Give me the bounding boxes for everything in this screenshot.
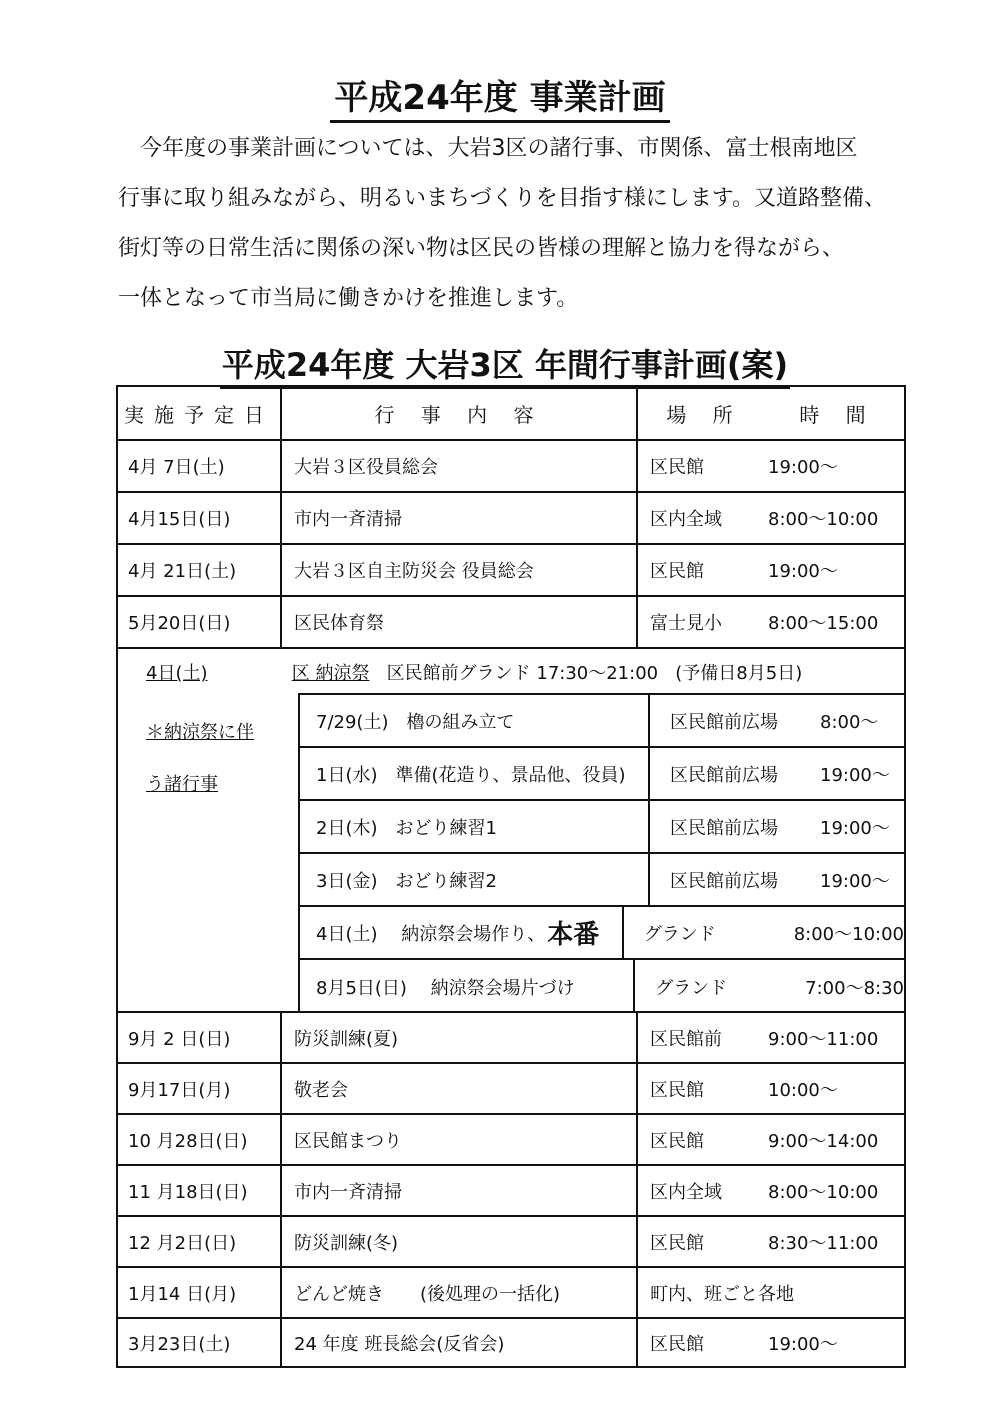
festival-note (146, 707, 254, 811)
row-place: 区民館前 (650, 1028, 722, 1050)
row-content: 区民館まつり (282, 1115, 638, 1164)
row-time: 8:00～10:00 (768, 1181, 879, 1203)
header-time: 時 間 (799, 402, 876, 427)
festival-note-line: う諸行事 (146, 774, 218, 795)
sub-row (300, 854, 904, 907)
sub-time: 8:00～ (820, 711, 879, 733)
sub-time: 19:00～ (820, 764, 890, 786)
row-place-time (638, 597, 904, 647)
row-time: 19:00～ (768, 457, 838, 478)
sub-row (300, 695, 904, 748)
table-row (118, 1268, 904, 1319)
table-row (118, 1115, 904, 1166)
festival-detail: 区民館前グランド 17:30～21:00 (386, 663, 659, 684)
row-place: 区民館 (650, 457, 704, 478)
table-row (118, 1319, 904, 1366)
table-row (118, 1013, 904, 1064)
sub-time: 8:00～10:00 (793, 923, 904, 945)
row-time: 9:00～11:00 (768, 1028, 879, 1050)
sub-place-time (650, 854, 904, 905)
sub-place-time (650, 801, 904, 852)
row-time: 8:00～10:00 (768, 509, 879, 530)
row-time: 8:00～15:00 (768, 613, 879, 634)
row-content: 防災訓練(冬) (282, 1217, 638, 1266)
sub-row (300, 960, 904, 1013)
sub-place: 区民館前広場 (670, 870, 778, 892)
table-row (118, 1166, 904, 1217)
sub-row (300, 748, 904, 801)
row-content: 市内一斉清掃 (282, 1166, 638, 1215)
sub-place: グランド (655, 977, 728, 999)
sub-place: グランド (643, 923, 716, 945)
row-place-time (638, 441, 904, 491)
festival-date: 4日(土) (146, 663, 208, 684)
table-row (118, 493, 904, 545)
header-place: 場 所 (666, 402, 743, 427)
table-row (118, 1217, 904, 1268)
row-place-time (638, 1115, 904, 1164)
row-place-time (638, 1268, 904, 1317)
table-row (118, 545, 904, 597)
sub-content: 2日(木) おどり練習1 (300, 801, 650, 852)
row-content: 敬老会 (282, 1064, 638, 1113)
intro-line: 行事に取り組みながら、明るいまちづくりを目指す様にします。又道路整備、 (118, 186, 887, 211)
intro-line: 街灯等の日常生活に関係の深い物は区民の皆様の理解と協力を得ながら、 (118, 236, 845, 261)
row-date: 9月17日(月) (118, 1064, 282, 1113)
row-place: 町内、班ごと各地 (650, 1283, 794, 1305)
sub-content: 3日(金) おどり練習2 (300, 854, 650, 905)
sub-place: 区民館前広場 (670, 711, 778, 733)
row-date: 5月20日(日) (118, 597, 282, 647)
intro-paragraph (118, 124, 918, 324)
sub-place-time (650, 695, 904, 746)
row-content: 区民体育祭 (282, 597, 638, 647)
row-place: 区民館 (650, 1130, 704, 1152)
row-date: 10 月28日(日) (118, 1115, 282, 1164)
sub-time: 19:00～ (820, 817, 890, 839)
schedule-title: 平成24年度 大岩3区 年間行事計画(案) (0, 340, 1000, 386)
sub-emphasis: 本番 (547, 920, 600, 950)
sub-time: 7:00～8:30 (805, 977, 904, 999)
table-row (118, 1064, 904, 1115)
sub-content: 1日(水) 準備(花造り、景品他、役員) (300, 748, 650, 799)
row-date: 11 月18日(日) (118, 1166, 282, 1215)
sub-place-time (650, 748, 904, 799)
row-time: 19:00～ (768, 561, 838, 582)
intro-line: 一体となって市当局に働きかけを推進します。 (118, 286, 579, 311)
row-place: 区民館 (650, 1333, 704, 1355)
festival-block (118, 649, 904, 1013)
table-row (118, 441, 904, 493)
sub-place-time (635, 960, 904, 1013)
sub-place: 区民館前広場 (670, 764, 778, 786)
header-content: 行 事 内 容 (282, 387, 638, 439)
row-place-time (638, 1166, 904, 1215)
row-time: 19:00～ (768, 1333, 838, 1355)
row-place-time (638, 1217, 904, 1266)
festival-name: 区 納涼祭 (291, 663, 370, 684)
header-place-time (638, 387, 904, 439)
festival-header (146, 659, 802, 685)
schedule-table (116, 385, 906, 1368)
table-header (118, 387, 904, 441)
row-place-time (638, 1319, 904, 1366)
sub-place-time (624, 907, 904, 958)
row-place: 区民館 (650, 1079, 704, 1101)
row-content: どんど焼き (後処理の一括化) (282, 1268, 638, 1317)
sub-row (300, 907, 904, 960)
row-place-time (638, 1013, 904, 1062)
row-content: 大岩３区自主防災会 役員総会 (282, 545, 638, 595)
row-place-time (638, 493, 904, 543)
header-date: 実施予定日 (118, 387, 282, 439)
page-title: 平成24年度 事業計画 (0, 70, 1000, 119)
row-place-time (638, 545, 904, 595)
table-row (118, 597, 904, 649)
sub-content: 8月5日(日) 納涼祭会場片づけ (300, 960, 635, 1013)
festival-reserve: (予備日8月5日) (675, 663, 803, 684)
sub-content-text: 4日(土) 納涼祭会場作り、 (316, 923, 546, 945)
sub-content (300, 907, 624, 958)
row-time: 10:00～ (768, 1079, 838, 1101)
intro-line: 今年度の事業計画については、大岩3区の諸行事、市関係、富士根南地区 (118, 136, 858, 161)
row-content: 防災訓練(夏) (282, 1013, 638, 1062)
row-date: 4月 7日(土) (118, 441, 282, 491)
row-place: 区民館 (650, 1232, 704, 1254)
sub-content: 7/29(土) 櫓の組み立て (300, 695, 650, 746)
row-date: 3月23日(土) (118, 1319, 282, 1366)
row-time: 9:00～14:00 (768, 1130, 879, 1152)
row-date: 9月 2 日(日) (118, 1013, 282, 1062)
row-date: 4月 21日(土) (118, 545, 282, 595)
sub-time: 19:00～ (820, 870, 890, 892)
row-place: 富士見小 (650, 613, 722, 634)
sub-row (300, 801, 904, 854)
row-content: 24 年度 班長総会(反省会) (282, 1319, 638, 1366)
row-date: 4月15日(日) (118, 493, 282, 543)
row-content: 大岩３区役員総会 (282, 441, 638, 491)
row-date: 12 月2日(日) (118, 1217, 282, 1266)
sub-place: 区民館前広場 (670, 817, 778, 839)
row-place: 区民館 (650, 561, 704, 582)
festival-subtable (298, 693, 904, 1011)
row-place: 区内全域 (650, 509, 722, 530)
row-time: 8:30～11:00 (768, 1232, 879, 1254)
row-place: 区内全域 (650, 1181, 722, 1203)
festival-note-line: ＊納涼祭に伴 (146, 722, 254, 743)
row-date: 1月14 日(月) (118, 1268, 282, 1317)
row-content: 市内一斉清掃 (282, 493, 638, 543)
row-place-time (638, 1064, 904, 1113)
